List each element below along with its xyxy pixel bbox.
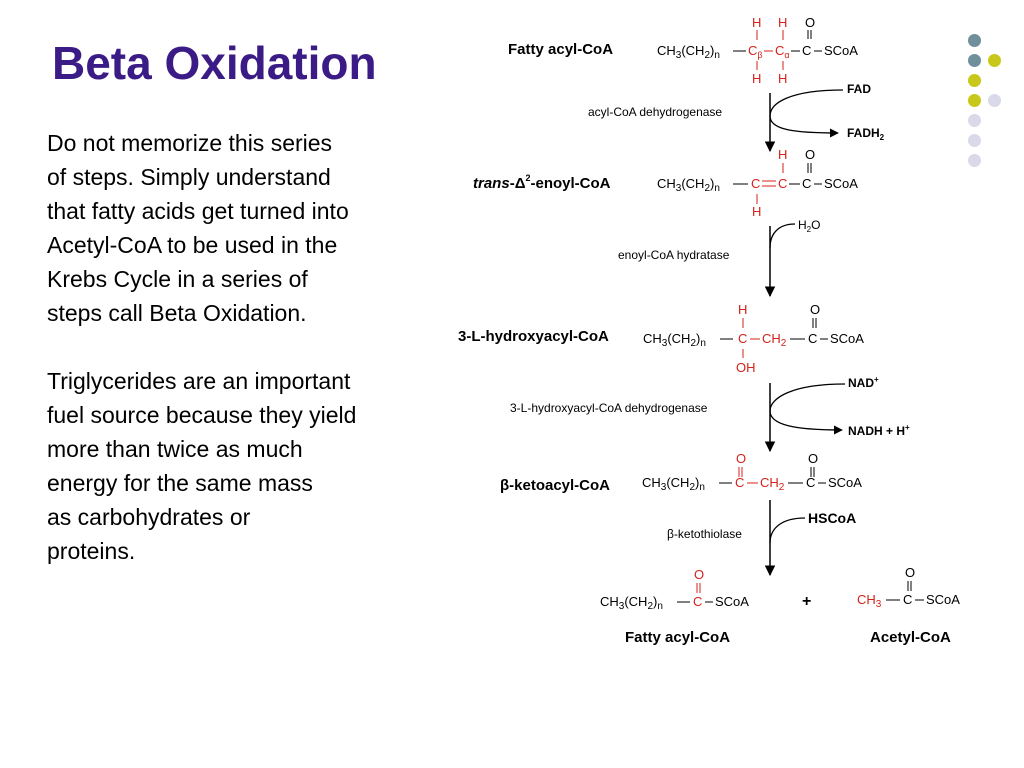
step2-c-alpha: C (778, 176, 788, 191)
step2-chain: $CH_3(CH_2)_n$ (657, 176, 720, 194)
product2-ch3: $CH_3$ (857, 592, 882, 610)
step2-scoa: SCoA (824, 176, 858, 191)
product2-scoa: SCoA (926, 592, 960, 607)
paragraph2-line: fuel source because they yield (47, 402, 357, 428)
product1-carbonyl: C (693, 594, 703, 609)
paragraph2-line: proteins. (47, 538, 136, 564)
paragraph1-line: Acetyl-CoA to be used in the (47, 232, 338, 258)
product2-name: Acetyl-CoA (870, 629, 951, 646)
enzyme4-label: β-ketothiolase (667, 527, 742, 541)
step1-h-top-beta: H (752, 15, 762, 30)
paragraph2-line: more than twice as much (47, 436, 303, 462)
product1-structure (600, 567, 749, 612)
step3-oh: OH (736, 360, 756, 375)
step2-name: trans-$\Delta^2-enoyl$-CoA (473, 173, 611, 192)
step4-name: β-ketoacyl-CoA (500, 477, 611, 494)
step1-name: Fatty acyl-CoA (508, 41, 614, 58)
step2-h-bottom: H (752, 204, 762, 219)
beta-oxidation-pathway (440, 8, 985, 658)
step2-structure (657, 147, 858, 219)
step4-oxygen-carbonyl: O (808, 451, 819, 466)
cofactor4-in: HSCoA (808, 510, 857, 526)
enzyme3-label: 3-L-hydroxyacyl-CoA dehydrogenase (510, 401, 708, 415)
cofactor3-out: NADH + H+ (848, 423, 910, 438)
paragraph1-line: that fatty acids get turned into (47, 198, 349, 224)
paragraph2-line: as carbohydrates or (47, 504, 251, 530)
step3-structure (643, 302, 864, 375)
product1-oxygen: O (694, 567, 705, 582)
step1-h-bottom-beta: H (752, 71, 762, 86)
step4-carbonyl: C (806, 475, 816, 490)
dot-olive (988, 54, 1001, 67)
paragraph2-line: energy for the same mass (47, 470, 313, 496)
plus-sign: + (802, 593, 812, 610)
step3-c-beta: C (738, 331, 748, 346)
step2-oxygen: O (805, 147, 816, 162)
step4-oxygen-beta: O (736, 451, 747, 466)
dot-lavender (988, 94, 1001, 107)
cofactor1-curve (770, 90, 843, 133)
paragraph1-line: Krebs Cycle in a series of (47, 266, 308, 292)
step1-structure (657, 15, 858, 86)
enzyme1-label: acyl-CoA dehydrogenase (588, 105, 723, 119)
cofactor3-curve (770, 384, 845, 430)
step1-carbonyl: C (802, 43, 812, 58)
product1-scoa: SCoA (715, 594, 749, 609)
paragraph2-line: Triglycerides are an important (47, 368, 351, 394)
step3-chain: $CH_3(CH_2)_n$ (643, 331, 706, 349)
step1-h-bottom-alpha: H (778, 71, 788, 86)
step3-oxygen: O (810, 302, 821, 317)
product1-name: Fatty acyl-CoA (625, 629, 731, 646)
step4-c-beta: C (735, 475, 745, 490)
cofactor2-in: $H_2O$ (798, 218, 821, 234)
cofactor1-in: FAD (847, 82, 871, 96)
cofactor3-in: NAD+ (848, 375, 879, 390)
step4-ch2: $CH_2$ (760, 475, 785, 493)
step1-oxygen: O (805, 15, 816, 30)
product1-chain: $CH_3(CH_2)_n$ (600, 594, 663, 612)
step1-c-beta: $C_\beta$ (748, 43, 763, 60)
step4-scoa: SCoA (828, 475, 862, 490)
step2-c-beta: C (751, 176, 761, 191)
step4-chain: $CH_3(CH_2)_n$ (642, 475, 705, 493)
enzyme2-label: enoyl-CoA hydratase (618, 248, 730, 262)
step1-c-alpha: $C_\alpha$ (775, 43, 790, 60)
step3-name: 3-L-hydroxyacyl-CoA (458, 328, 609, 345)
product2-oxygen: O (905, 565, 916, 580)
step2-carbonyl: C (802, 176, 812, 191)
product2-structure (857, 565, 960, 610)
step3-h-top: H (738, 302, 748, 317)
paragraph1-line: steps call Beta Oxidation. (47, 300, 307, 326)
step3-ch2: $CH_2$ (762, 331, 787, 349)
step2-h-top: H (778, 147, 788, 162)
step1-scoa: SCoA (824, 43, 858, 58)
step4-structure (642, 451, 862, 493)
step1-h-top-alpha: H (778, 15, 788, 30)
slide-title: Beta Oxidation (52, 37, 377, 89)
cofactor4-curve (770, 518, 805, 543)
cofactor2-curve (770, 224, 795, 248)
step3-scoa: SCoA (830, 331, 864, 346)
paragraph-gap (47, 330, 447, 364)
cofactor1-out: $FADH_2$ (847, 126, 885, 142)
body-text (47, 126, 447, 568)
step1-chain: $CH_3(CH_2)_n$ (657, 43, 720, 61)
paragraph1-line: of steps. Simply understand (47, 164, 331, 190)
paragraph1-line: Do not memorize this series (47, 130, 333, 156)
step3-carbonyl: C (808, 331, 818, 346)
product2-carbonyl: C (903, 592, 913, 607)
